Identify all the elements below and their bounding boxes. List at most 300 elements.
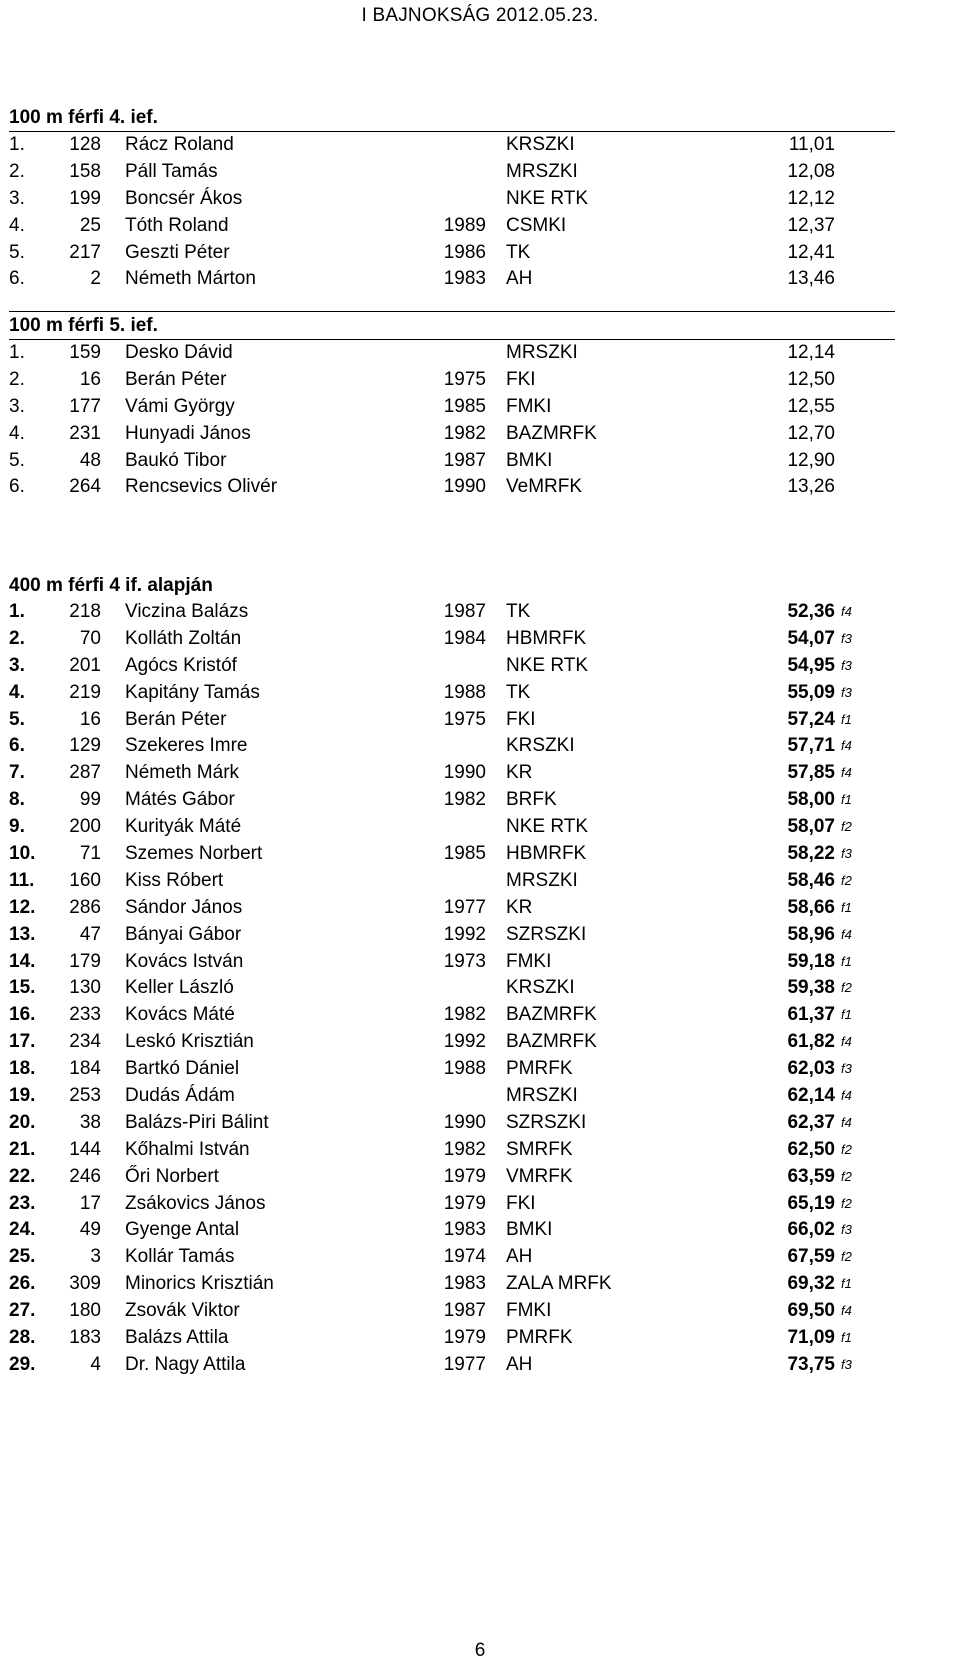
athlete-name-cell: Bartkó Dániel [125, 1058, 240, 1080]
rank-cell: 5. [9, 708, 25, 730]
results-section-400m [9, 572, 895, 1379]
table-row [9, 653, 895, 680]
result-time-cell: 12,70 [787, 422, 835, 444]
heat-label-cell: f3 [841, 1061, 852, 1077]
table-row [9, 626, 895, 653]
table-row [9, 707, 895, 734]
bib-number-cell: 38 [79, 1111, 101, 1133]
bib-number-cell: 2 [90, 268, 101, 290]
table-row [9, 975, 895, 1002]
birth-year-cell: 1979 [443, 1192, 486, 1214]
club-cell: KRSZKI [506, 977, 575, 999]
athlete-name-cell: Baukó Tibor [125, 449, 227, 471]
club-cell: BAZMRFK [506, 422, 597, 444]
table-row [9, 841, 895, 868]
birth-year-cell: 1982 [443, 422, 486, 444]
birth-year-cell: 1974 [443, 1246, 486, 1268]
club-cell: CSMKI [506, 214, 567, 236]
club-cell: HBMRFK [506, 627, 587, 649]
bib-number-cell: 253 [69, 1085, 101, 1107]
bib-number-cell: 179 [69, 950, 101, 972]
table-row [9, 868, 895, 895]
table-row [9, 1244, 895, 1271]
birth-year-cell: 1989 [443, 214, 486, 236]
heat-label-cell: f4 [841, 1088, 852, 1104]
result-time-cell: 67,59 [787, 1246, 835, 1268]
athlete-name-cell: Németh Márton [125, 268, 256, 290]
table-row [9, 1164, 895, 1191]
athlete-name-cell: Kiss Róbert [125, 869, 224, 891]
birth-year-cell: 1992 [443, 1031, 486, 1053]
club-cell: NKE RTK [506, 654, 589, 676]
athlete-name-cell: Tóth Roland [125, 214, 229, 236]
rank-cell: 1. [9, 134, 25, 155]
table-row [9, 814, 895, 841]
birth-year-cell: 1987 [443, 449, 486, 471]
table-row [9, 1056, 895, 1083]
heat-label-cell: f3 [841, 630, 852, 646]
bib-number-cell: 16 [79, 708, 101, 730]
heat-label-cell: f4 [841, 1034, 852, 1050]
table-row [9, 1137, 895, 1164]
rank-cell: 12. [9, 896, 36, 918]
heat-label-cell: f3 [841, 1222, 852, 1238]
bib-number-cell: 48 [79, 449, 101, 471]
table-row [9, 421, 895, 448]
club-cell: TK [506, 681, 531, 703]
rank-cell: 10. [9, 843, 36, 865]
rank-cell: 3. [9, 654, 25, 676]
club-cell: FKI [506, 708, 536, 730]
rank-cell: 13. [9, 923, 36, 945]
birth-year-cell: 1990 [443, 762, 486, 784]
bib-number-cell: 49 [79, 1219, 101, 1241]
result-time-cell: 12,90 [787, 449, 835, 471]
athlete-name-cell: Kőhalmi István [125, 1138, 250, 1160]
table-row [9, 367, 895, 394]
club-cell: BAZMRFK [506, 1004, 597, 1026]
result-time-cell: 12,08 [787, 160, 835, 182]
club-cell: MRSZKI [506, 160, 578, 182]
heat-label-cell: f4 [841, 926, 852, 942]
result-time-cell: 62,37 [787, 1111, 835, 1133]
result-time-cell: 61,82 [787, 1031, 835, 1053]
bib-number-cell: 144 [69, 1138, 101, 1160]
result-time-cell: 58,22 [787, 843, 835, 865]
birth-year-cell: 1983 [443, 1273, 486, 1295]
athlete-name-cell: Berán Péter [125, 708, 227, 730]
athlete-name-cell: Desko Dávid [125, 342, 233, 363]
birth-year-cell: 1990 [443, 1111, 486, 1133]
result-time-cell: 62,03 [787, 1058, 835, 1080]
table-row [9, 1298, 895, 1325]
rank-cell: 28. [9, 1327, 36, 1349]
bib-number-cell: 183 [69, 1327, 101, 1349]
page-number: 6 [474, 1640, 486, 1661]
rank-cell: 8. [9, 789, 25, 811]
heat-label-cell: f2 [841, 1168, 852, 1184]
rank-cell: 4. [9, 422, 25, 444]
rank-cell: 21. [9, 1138, 36, 1160]
rank-cell: 20. [9, 1111, 36, 1133]
club-cell: SMRFK [506, 1138, 573, 1160]
table-row [9, 1325, 895, 1352]
heat-label-cell: f1 [841, 1330, 852, 1346]
result-time-cell: 54,95 [787, 654, 835, 676]
birth-year-cell: 1983 [443, 1219, 486, 1241]
rank-cell: 7. [9, 762, 25, 784]
club-cell: HBMRFK [506, 843, 587, 865]
club-cell: SZRSZKI [506, 923, 587, 945]
result-time-cell: 52,36 [787, 601, 835, 622]
bib-number-cell: 309 [69, 1273, 101, 1295]
bib-number-cell: 180 [69, 1300, 101, 1322]
athlete-name-cell: Őri Norbert [125, 1165, 219, 1187]
heat-label-cell: f2 [841, 1249, 852, 1265]
table-row [9, 1110, 895, 1137]
athlete-name-cell: Kolláth Zoltán [125, 627, 242, 649]
result-time-cell: 54,07 [787, 627, 835, 649]
result-time-cell: 62,50 [787, 1138, 835, 1160]
result-time-cell: 58,07 [787, 816, 835, 838]
birth-year-cell: 1985 [443, 395, 486, 417]
athlete-name-cell: Gyenge Antal [125, 1219, 240, 1241]
rank-cell: 6. [9, 735, 25, 757]
results-table [9, 340, 895, 501]
birth-year-cell: 1982 [443, 1138, 486, 1160]
rank-cell: 2. [9, 160, 25, 182]
club-cell: TK [506, 241, 531, 263]
birth-year-cell: 1986 [443, 241, 486, 263]
bib-number-cell: 199 [69, 187, 101, 209]
result-time-cell: 59,18 [787, 950, 835, 972]
athlete-name-cell: Bányai Gábor [125, 923, 242, 945]
bib-number-cell: 200 [69, 816, 101, 838]
club-cell: KR [506, 896, 533, 918]
rank-cell: 2. [9, 627, 25, 649]
athlete-name-cell: Sándor János [125, 896, 243, 918]
bib-number-cell: 130 [69, 977, 101, 999]
rank-cell: 17. [9, 1031, 36, 1053]
athlete-name-cell: Mátés Gábor [125, 789, 235, 811]
club-cell: PMRFK [506, 1058, 573, 1080]
table-row [9, 448, 895, 475]
bib-number-cell: 234 [69, 1031, 101, 1053]
table-row [9, 213, 895, 240]
result-time-cell: 71,09 [787, 1327, 835, 1349]
bib-number-cell: 231 [69, 422, 101, 444]
table-row [9, 1217, 895, 1244]
rank-cell: 27. [9, 1300, 36, 1322]
results-section-100m-heat5 [9, 311, 895, 501]
heat-label-cell: f1 [841, 1007, 852, 1023]
birth-year-cell: 1982 [443, 789, 486, 811]
rank-cell: 3. [9, 187, 25, 209]
table-row [9, 1271, 895, 1298]
athlete-name-cell: Agócs Kristóf [125, 654, 237, 676]
birth-year-cell: 1987 [443, 601, 486, 622]
table-row [9, 1083, 895, 1110]
section-title: 400 m férfi 4 if. alapján [9, 575, 213, 596]
club-cell: VeMRFK [506, 476, 583, 498]
result-time-cell: 13,26 [787, 476, 835, 498]
rank-cell: 4. [9, 681, 25, 703]
club-cell: KRSZKI [506, 735, 575, 757]
result-time-cell: 12,50 [787, 368, 835, 390]
table-row [9, 733, 895, 760]
rank-cell: 6. [9, 476, 25, 498]
rank-cell: 16. [9, 1004, 36, 1026]
bib-number-cell: 218 [69, 601, 101, 622]
club-cell: AH [506, 1246, 533, 1268]
athlete-name-cell: Leskó Krisztián [125, 1031, 254, 1053]
birth-year-cell: 1988 [443, 1058, 486, 1080]
heat-label-cell: f1 [841, 953, 852, 969]
club-cell: AH [506, 268, 533, 290]
athlete-name-cell: Balázs Attila [125, 1327, 229, 1349]
bib-number-cell: 160 [69, 869, 101, 891]
birth-year-cell: 1975 [443, 708, 486, 730]
athlete-name-cell: Dudás Ádám [125, 1085, 235, 1107]
birth-year-cell: 1979 [443, 1327, 486, 1349]
table-row [9, 787, 895, 814]
bib-number-cell: 70 [79, 627, 101, 649]
bib-number-cell: 201 [69, 654, 101, 676]
result-time-cell: 12,41 [787, 241, 835, 263]
bib-number-cell: 286 [69, 896, 101, 918]
result-time-cell: 62,14 [787, 1085, 835, 1107]
athlete-name-cell: Minorics Krisztián [125, 1273, 274, 1295]
heat-label-cell: f3 [841, 846, 852, 862]
bib-number-cell: 17 [79, 1192, 101, 1214]
bib-number-cell: 3 [90, 1246, 101, 1268]
bib-number-cell: 47 [79, 923, 101, 945]
bib-number-cell: 71 [79, 843, 101, 865]
table-row [9, 340, 895, 367]
rank-cell: 1. [9, 342, 25, 363]
result-time-cell: 12,55 [787, 395, 835, 417]
rank-cell: 22. [9, 1165, 36, 1187]
result-time-cell: 12,37 [787, 214, 835, 236]
rank-cell: 25. [9, 1246, 36, 1268]
bib-number-cell: 128 [69, 134, 101, 155]
bib-number-cell: 217 [69, 241, 101, 263]
rank-cell: 29. [9, 1353, 36, 1375]
result-time-cell: 58,46 [787, 869, 835, 891]
athlete-name-cell: Vámi György [125, 395, 235, 417]
bib-number-cell: 99 [79, 789, 101, 811]
athlete-name-cell: Szemes Norbert [125, 843, 263, 865]
birth-year-cell: 1977 [443, 896, 486, 918]
result-time-cell: 57,24 [787, 708, 835, 730]
heat-label-cell: f4 [841, 1114, 852, 1130]
club-cell: AH [506, 1353, 533, 1375]
rank-cell: 3. [9, 395, 25, 417]
table-row [9, 895, 895, 922]
rank-cell: 2. [9, 368, 25, 390]
heat-label-cell: f3 [841, 1356, 852, 1372]
athlete-name-cell: Kovács Máté [125, 1004, 235, 1026]
club-cell: BMKI [506, 1219, 553, 1241]
result-time-cell: 69,32 [787, 1273, 835, 1295]
table-row [9, 760, 895, 787]
bib-number-cell: 177 [69, 395, 101, 417]
club-cell: MRSZKI [506, 1085, 578, 1107]
section-title: 100 m férfi 5. ief. [9, 311, 895, 340]
athlete-name-cell: Kapitány Tamás [125, 681, 260, 703]
rank-cell: 11. [9, 869, 35, 891]
club-cell: BMKI [506, 449, 553, 471]
club-cell: FMKI [506, 1300, 552, 1322]
bib-number-cell: 129 [69, 735, 101, 757]
athlete-name-cell: Kovács István [125, 950, 244, 972]
athlete-name-cell: Boncsér Ákos [125, 187, 243, 209]
athlete-name-cell: Rácz Roland [125, 134, 234, 155]
birth-year-cell: 1977 [443, 1353, 486, 1375]
bib-number-cell: 233 [69, 1004, 101, 1026]
athlete-name-cell: Dr. Nagy Attila [125, 1353, 246, 1375]
result-time-cell: 58,66 [787, 896, 835, 918]
bib-number-cell: 159 [69, 342, 101, 363]
result-time-cell: 57,71 [787, 735, 835, 757]
result-time-cell: 12,14 [787, 342, 835, 363]
club-cell: MRSZKI [506, 342, 578, 363]
table-row [9, 1191, 895, 1218]
result-time-cell: 61,37 [787, 1004, 835, 1026]
heat-label-cell: f2 [841, 819, 852, 835]
birth-year-cell: 1975 [443, 368, 486, 390]
birth-year-cell: 1973 [443, 950, 486, 972]
heat-label-cell: f4 [841, 1303, 852, 1319]
athlete-name-cell: Páll Tamás [125, 160, 218, 182]
heat-label-cell: f2 [841, 1141, 852, 1157]
heat-label-cell: f4 [841, 604, 852, 619]
club-cell: KRSZKI [506, 134, 575, 155]
club-cell: BAZMRFK [506, 1031, 597, 1053]
club-cell: SZRSZKI [506, 1111, 587, 1133]
results-table [9, 599, 895, 1379]
rank-cell: 23. [9, 1192, 36, 1214]
table-row [9, 922, 895, 949]
rank-cell: 15. [9, 977, 36, 999]
document-header: I BAJNOKSÁG 2012.05.23. [361, 5, 599, 26]
rank-cell: 5. [9, 449, 25, 471]
rank-cell: 26. [9, 1273, 36, 1295]
club-cell: TK [506, 601, 531, 622]
club-cell: FKI [506, 1192, 536, 1214]
rank-cell: 6. [9, 268, 25, 290]
club-cell: FKI [506, 368, 536, 390]
birth-year-cell: 1988 [443, 681, 486, 703]
table-row [9, 1352, 895, 1379]
bib-number-cell: 287 [69, 762, 101, 784]
section-title: 100 m férfi 4. ief. [9, 104, 895, 132]
rank-cell: 1. [9, 601, 25, 622]
birth-year-cell: 1983 [443, 268, 486, 290]
result-time-cell: 73,75 [787, 1353, 835, 1375]
table-row [9, 132, 895, 159]
club-cell: PMRFK [506, 1327, 573, 1349]
table-row [9, 680, 895, 707]
result-time-cell: 66,02 [787, 1219, 835, 1241]
athlete-name-cell: Zsovák Viktor [125, 1300, 240, 1322]
results-table [9, 132, 895, 293]
club-cell: MRSZKI [506, 869, 578, 891]
heat-label-cell: f1 [841, 792, 852, 808]
table-row [9, 266, 895, 293]
result-time-cell: 57,85 [787, 762, 835, 784]
bib-number-cell: 264 [69, 476, 101, 498]
club-cell: NKE RTK [506, 816, 589, 838]
heat-label-cell: f1 [841, 711, 852, 727]
rank-cell: 14. [9, 950, 36, 972]
rank-cell: 19. [9, 1085, 36, 1107]
bib-number-cell: 4 [90, 1353, 101, 1375]
table-row [9, 186, 895, 213]
table-row [9, 474, 895, 501]
athlete-name-cell: Kurityák Máté [125, 816, 242, 838]
result-time-cell: 58,00 [787, 789, 835, 811]
heat-label-cell: f4 [841, 765, 852, 781]
table-row [9, 949, 895, 976]
athlete-name-cell: Geszti Péter [125, 241, 230, 263]
athlete-name-cell: Berán Péter [125, 368, 227, 390]
birth-year-cell: 1990 [443, 476, 486, 498]
rank-cell: 24. [9, 1219, 36, 1241]
club-cell: KR [506, 762, 533, 784]
result-time-cell: 13,46 [787, 268, 835, 290]
birth-year-cell: 1992 [443, 923, 486, 945]
result-time-cell: 11,01 [788, 134, 835, 155]
athlete-name-cell: Keller László [125, 977, 234, 999]
birth-year-cell: 1987 [443, 1300, 486, 1322]
birth-year-cell: 1984 [443, 627, 486, 649]
heat-label-cell: f4 [841, 738, 852, 754]
heat-label-cell: f1 [841, 899, 852, 915]
athlete-name-cell: Viczina Balázs [125, 601, 249, 622]
birth-year-cell: 1985 [443, 843, 486, 865]
rank-cell: 9. [9, 816, 25, 838]
rank-cell: 4. [9, 214, 25, 236]
bib-number-cell: 25 [79, 214, 101, 236]
result-time-cell: 55,09 [787, 681, 835, 703]
heat-label-cell: f1 [841, 1276, 852, 1292]
table-row [9, 394, 895, 421]
athlete-name-cell: Rencsevics Olivér [125, 476, 278, 498]
table-row [9, 599, 895, 626]
result-time-cell: 65,19 [787, 1192, 835, 1214]
bib-number-cell: 246 [69, 1165, 101, 1187]
athlete-name-cell: Németh Márk [125, 762, 240, 784]
birth-year-cell: 1979 [443, 1165, 486, 1187]
club-cell: FMKI [506, 395, 552, 417]
table-row [9, 1029, 895, 1056]
club-cell: VMRFK [506, 1165, 573, 1187]
club-cell: NKE RTK [506, 187, 589, 209]
athlete-name-cell: Hunyadi János [125, 422, 251, 444]
athlete-name-cell: Kollár Tamás [125, 1246, 235, 1268]
table-row [9, 240, 895, 267]
club-cell: BRFK [506, 789, 557, 811]
bib-number-cell: 219 [69, 681, 101, 703]
result-time-cell: 12,12 [787, 187, 835, 209]
result-time-cell: 59,38 [787, 977, 835, 999]
athlete-name-cell: Szekeres Imre [125, 735, 248, 757]
heat-label-cell: f3 [841, 657, 852, 673]
heat-label-cell: f2 [841, 872, 852, 888]
rank-cell: 18. [9, 1058, 36, 1080]
result-time-cell: 63,59 [787, 1165, 835, 1187]
